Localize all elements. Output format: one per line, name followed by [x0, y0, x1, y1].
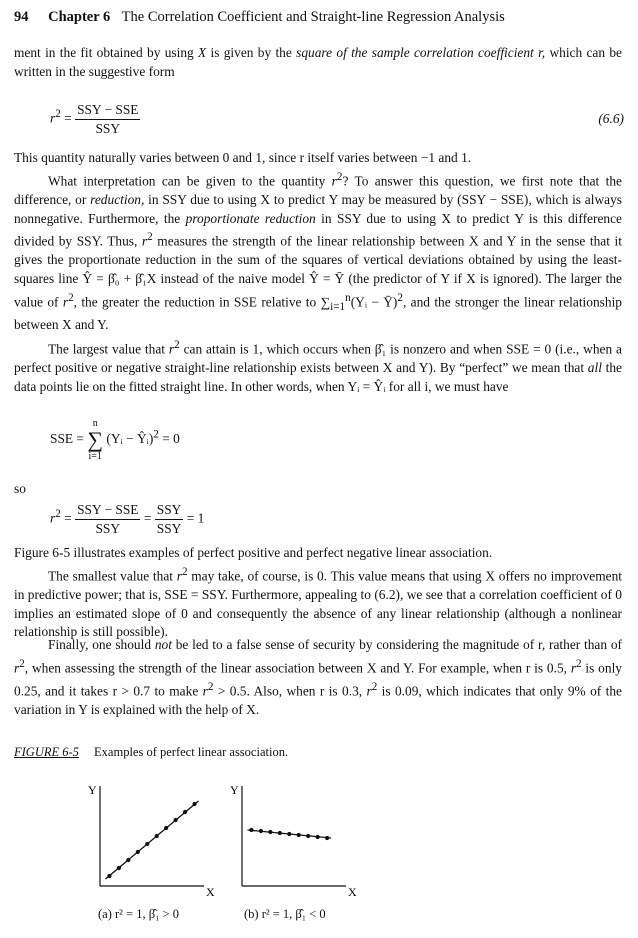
data-point [306, 834, 310, 838]
fraction: $\frac{\text{SSY − SSE}}{\text{SSY}}$ [77, 102, 139, 136]
x-axis-label: X [206, 885, 215, 899]
data-point [297, 833, 301, 837]
data-point [259, 829, 263, 833]
intro-paragraph: ment in the fit obtained by using X is given by the square of the sample correlation coefficient r, which can be written in the suggestive form [14, 45, 622, 79]
data-point [117, 866, 121, 870]
data-point [249, 828, 253, 832]
x-axis-label: X [348, 885, 357, 899]
scatter-plot-b [228, 782, 362, 900]
paragraph-6: Finally, one should not be led to a false sense of security by considering the magnitude of r, rather than of $r^2$, when assessing the strength of the linear association between X and Y. For example, when r is 0.5, $r^2$ is only 0.25, and it takes r > 0.7 to make $r^2 > 0.5$. Also, when r is 0.3, $r^2$ is 0.09, which indicates that only 9% of the variation in Y is explained with the help of X. [14, 637, 622, 717]
paragraph-1: This quantity naturally varies between 0 and 1, since r itself varies between −1 and 1. [14, 150, 472, 165]
data-point [325, 836, 329, 840]
points-group [105, 801, 198, 879]
data-point [268, 830, 272, 834]
data-point [183, 810, 187, 814]
data-point [145, 842, 149, 846]
data-point [192, 802, 196, 806]
figure-caption-text: Examples of perfect linear association. [94, 745, 289, 759]
points-group [247, 828, 331, 840]
equation-number: (6.6) [598, 111, 624, 126]
scatter-plot-a [86, 782, 220, 900]
data-point [174, 818, 178, 822]
data-point [126, 858, 130, 862]
chapter-label: Chapter 6 [48, 9, 111, 25]
data-point [155, 834, 159, 838]
equation-6-6: $r^2$ = $\frac{\text{SSY − SSE}}{\text{SSY}}$ [50, 102, 139, 136]
summation: n ∑ i=1 [87, 418, 104, 462]
chapter-title: The Correlation Coefficient and Straight-line Regression Analysis [121, 9, 505, 25]
data-point [164, 826, 168, 830]
equation-sse-zero: SSE = n ∑ i=1 (Yᵢ − Ŷᵢ)$^2$ = 0 [50, 418, 180, 462]
figure-label: FIGURE 6-5 [14, 745, 79, 759]
data-point [316, 835, 320, 839]
paragraph-5: The smallest value that $r^2$ may take, of course, is 0. This value means that using X offers no improvement in predictive power; that is, SSE = SSY. Furthermore, appealing to (6.2), we see that a correlation coefficient of 0 implies an estimated slope of 0 and consequently the absence of any linear relationship (although a nonlinear relationship is still possible). [14, 566, 622, 640]
data-point [136, 850, 140, 854]
y-axis-label: Y [88, 783, 97, 797]
panel-b-caption: (b) r² = 1, β̂₁ < 0 [244, 907, 326, 921]
figure-caption [14, 743, 288, 762]
panel-a-caption: (a) r² = 1, β̂₁ > 0 [98, 907, 179, 921]
data-point [107, 874, 111, 878]
page-number: 94 [14, 9, 29, 25]
paragraph-3: The largest value that $r^2$ can attain is 1, which occurs when β̂₁ is nonzero and when SSE = 0 (i.e., when a perfect positive or negative straight-line relationship exists between X and Y). By “perfect” we mean that all the data points lie on the fitted straight line. In other words, when Yᵢ = Ŷᵢ for all i, we must have [14, 339, 622, 394]
data-point [278, 831, 282, 835]
running-header [14, 8, 624, 27]
paragraph-2: What interpretation can be given to the quantity $r^2$? To answer this question, we first note that the difference, or reduction, in SSY due to using X to predict Y may be measured by (SSY − SSE), which is always nonnegative. Furthermore, the proportionate reduction in SSY due to using X to predict Y is this difference divided by SSY. Thus, $r^2$ measures the strength of the linear relationship between X and Y in the sense that it gives the proportionate reduction in the sum of the squares of vertical deviations obtained by using the least-squares line Ŷ = β̂₀ + β̂₁X instead of the naive model Ŷ = Ȳ (the predictor of Y if X is ignored). The larger the value of $r^2$, the greater the reduction in SSE relative to $\sum_{i=1}^n(Yᵢ$ − Ȳ)$^2$, and the stronger the linear relationship between X and Y. [14, 171, 622, 333]
so-word: so [14, 481, 26, 496]
data-point [287, 832, 291, 836]
paragraph-4: Figure 6-5 illustrates examples of perfect positive and perfect negative linear association. [14, 545, 493, 560]
emph-square-r: square of the sample correlation coefficient r, [296, 45, 546, 60]
equation-r2-one: $r^2$ = $\frac{\text{SSY − SSE}}{\text{SSY}}$ = $\frac{\text{SSY}}{\text{SSY}}$ = 1 [50, 502, 205, 536]
y-axis-label: Y [230, 783, 239, 797]
